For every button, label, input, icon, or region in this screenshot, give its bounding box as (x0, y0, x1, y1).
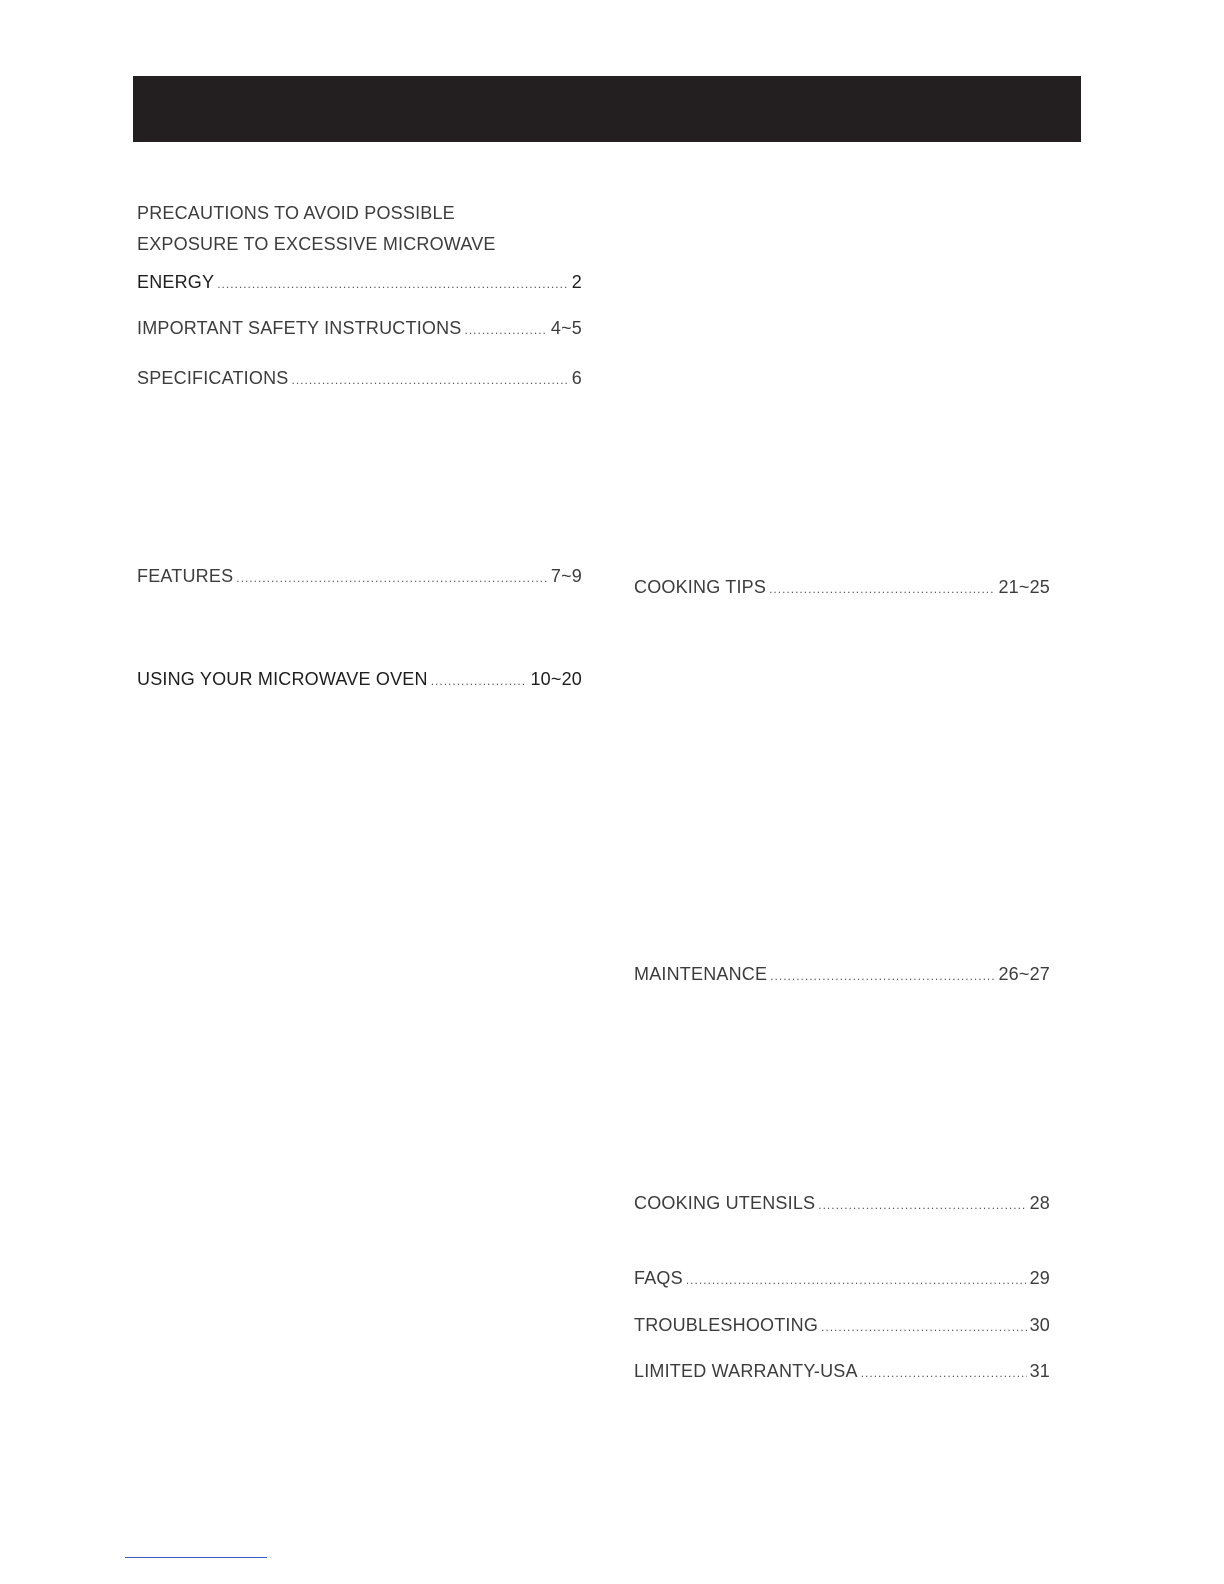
toc-entry-label: MAINTENANCE (634, 964, 768, 984)
toc-entry-page: 30 (1029, 1315, 1050, 1335)
toc-entry-label: FEATURES (137, 566, 234, 586)
toc-entry-page: 29 (1029, 1268, 1050, 1288)
toc-entry-specifications[interactable] (137, 367, 582, 391)
toc-entry-warranty[interactable] (634, 1360, 1050, 1384)
dot-leader (292, 369, 569, 391)
dot-leader (861, 1362, 1027, 1384)
dot-leader (818, 1194, 1026, 1216)
header-bar (133, 76, 1081, 142)
toc-entry-page: 21~25 (998, 577, 1050, 597)
dot-leader (769, 578, 995, 600)
dot-leader (236, 567, 548, 589)
toc-entry-page: 6 (571, 368, 582, 388)
toc-entry-label: COOKING UTENSILS (634, 1193, 816, 1213)
toc-precautions-line1: PRECAUTIONS TO AVOID POSSIBLE (137, 203, 455, 223)
dot-leader (465, 319, 548, 341)
toc-entry-using[interactable] (137, 668, 582, 692)
toc-entry-troubleshooting[interactable] (634, 1314, 1050, 1338)
toc-entry-safety[interactable] (137, 317, 582, 341)
toc-entry-page: 28 (1029, 1193, 1050, 1213)
toc-entry-maintenance[interactable] (634, 963, 1050, 987)
toc-entry-label: TROUBLESHOOTING (634, 1315, 819, 1335)
toc-entry-page: 2 (571, 272, 582, 292)
toc-entry-label: USING YOUR MICROWAVE OVEN (137, 669, 428, 689)
dot-leader (821, 1316, 1027, 1338)
dot-leader (770, 965, 995, 987)
dot-leader (431, 670, 528, 692)
toc-entry-page: 31 (1029, 1361, 1050, 1381)
toc-entry-cooking-tips[interactable] (634, 576, 1050, 600)
toc-entry-energy[interactable] (137, 271, 582, 295)
toc-entry-page: 4~5 (550, 318, 582, 338)
toc-entry-label: FAQS (634, 1268, 683, 1288)
toc-precautions-heading (137, 198, 496, 260)
toc-entry-page: 10~20 (530, 669, 582, 689)
toc-entry-label: SPECIFICATIONS (137, 368, 289, 388)
dot-leader (686, 1269, 1027, 1291)
toc-entry-label: LIMITED WARRANTY-USA (634, 1361, 858, 1381)
dot-leader (217, 273, 569, 295)
toc-entry-page: 26~27 (998, 964, 1050, 984)
toc-precautions-line2: EXPOSURE TO EXCESSIVE MICROWAVE (137, 234, 496, 254)
toc-entry-label: ENERGY (137, 272, 215, 292)
toc-entry-utensils[interactable] (634, 1192, 1050, 1216)
toc-entry-faqs[interactable] (634, 1267, 1050, 1291)
toc-entry-page: 7~9 (550, 566, 582, 586)
footer-rule (125, 1557, 267, 1558)
toc-entry-label: IMPORTANT SAFETY INSTRUCTIONS (137, 318, 462, 338)
toc-entry-label: COOKING TIPS (634, 577, 767, 597)
toc-entry-features[interactable] (137, 565, 582, 589)
